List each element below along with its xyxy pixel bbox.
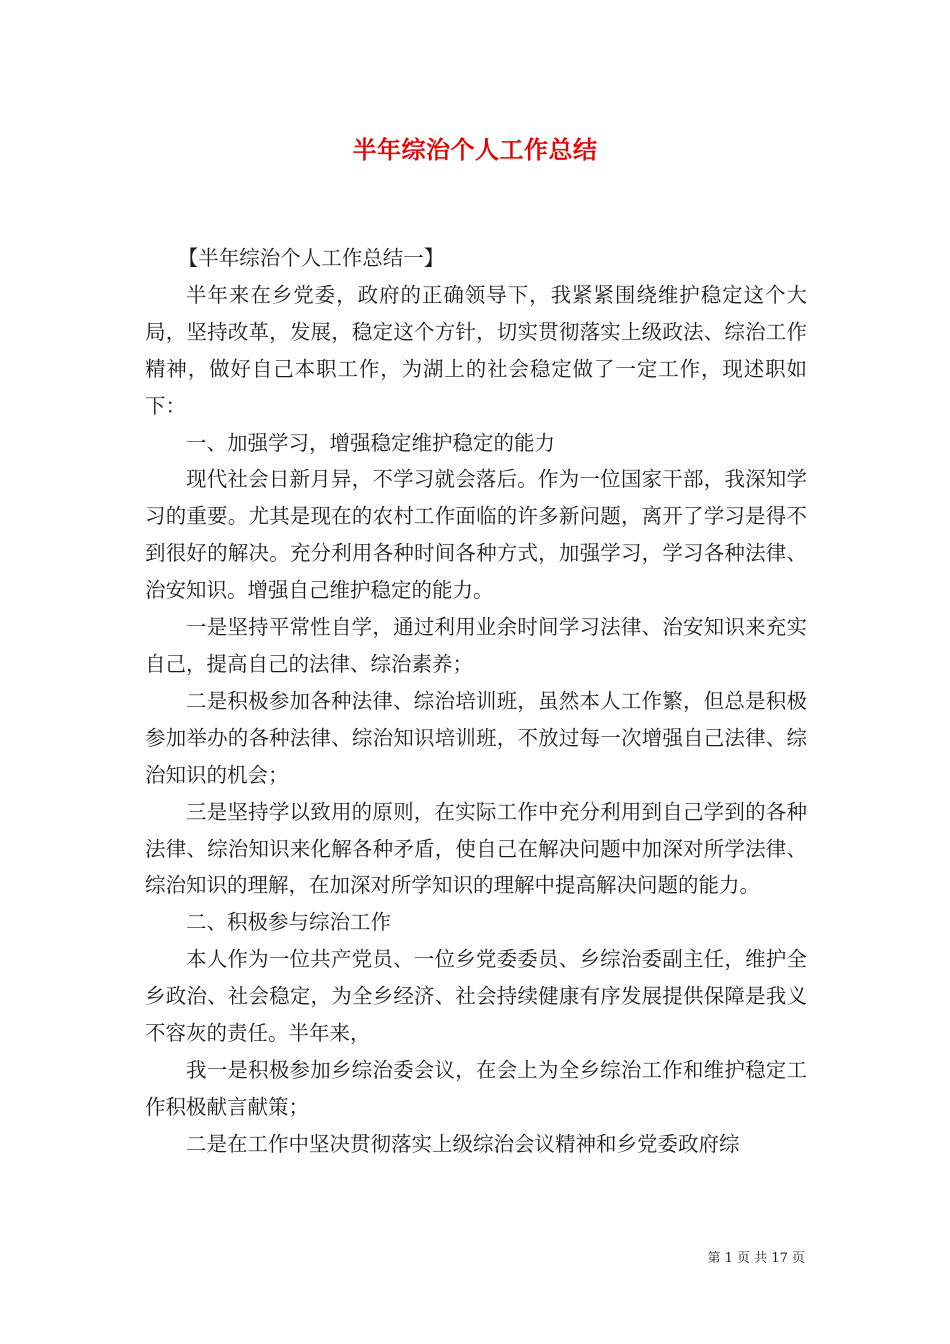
heading-section-two: 二、积极参与综治工作 [186, 910, 391, 935]
paragraph-intro: 半年来在乡党委，政府的正确领导下，我紧紧围绕维护稳定这个大局，坚持改革，发展，稳定这个方针，切实贯彻落实上级政法、综治工作精神，做好自己本职工作，为湖上的社会稳定做了一定工作，现述职如下： [145, 282, 807, 418]
page-indicator: 第 1 页 共 17 页 [707, 1251, 805, 1266]
section-label: 【半年综治个人工作总结一】 [177, 246, 445, 270]
paragraph-point-one: 一是坚持平常性自学，通过利用业余时间学习法律、治安知识来充实自己，提高自己的法律、综治素养； [145, 615, 807, 676]
document-title: 半年综治个人工作总结 [352, 135, 598, 164]
paragraph-point-two: 二是积极参加各种法律、综治培训班，虽然本人工作繁，但总是积极参加举办的各种法律、综治知识培训班，不放过每一次增强自己法律、综治知识的机会； [145, 688, 807, 787]
document-body [145, 240, 807, 1163]
paragraph-meetings: 我一是积极参加乡综治委会议，在会上为全乡综治工作和维护稳定工作积极献言献策； [145, 1057, 807, 1119]
paragraph-responsibility: 本人作为一位共产党员、一位乡党委委员、乡综治委副主任，维护全乡政治、社会稳定，为全乡经济、社会持续健康有序发展提供保障是我义不容灰的责任。半年来， [145, 947, 807, 1046]
heading-section-one: 一、加强学习，增强稳定维护稳定的能力 [186, 430, 555, 455]
paragraph-point-three: 三是坚持学以致用的原则，在实际工作中充分利用到自己学到的各种法律、综治知识来化解各种矛盾，使自己在解决问题中加深对所学法律、综治知识的理解，在加深对所学知识的理解中提高解决问题的能力。 [145, 799, 807, 898]
paragraph-learning: 现代社会日新月异，不学习就会落后。作为一位国家干部，我深知学习的重要。尤其是现在的农村工作面临的许多新问题，离开了学习是得不到很好的解决。充分利用各种时间各种方式，加强学习，学习各种法律、治安知识。增强自己维护稳定的能力。 [145, 467, 807, 603]
paragraph-implementation: 二是在工作中坚决贯彻落实上级综治会议精神和乡党委政府综 [186, 1131, 740, 1156]
